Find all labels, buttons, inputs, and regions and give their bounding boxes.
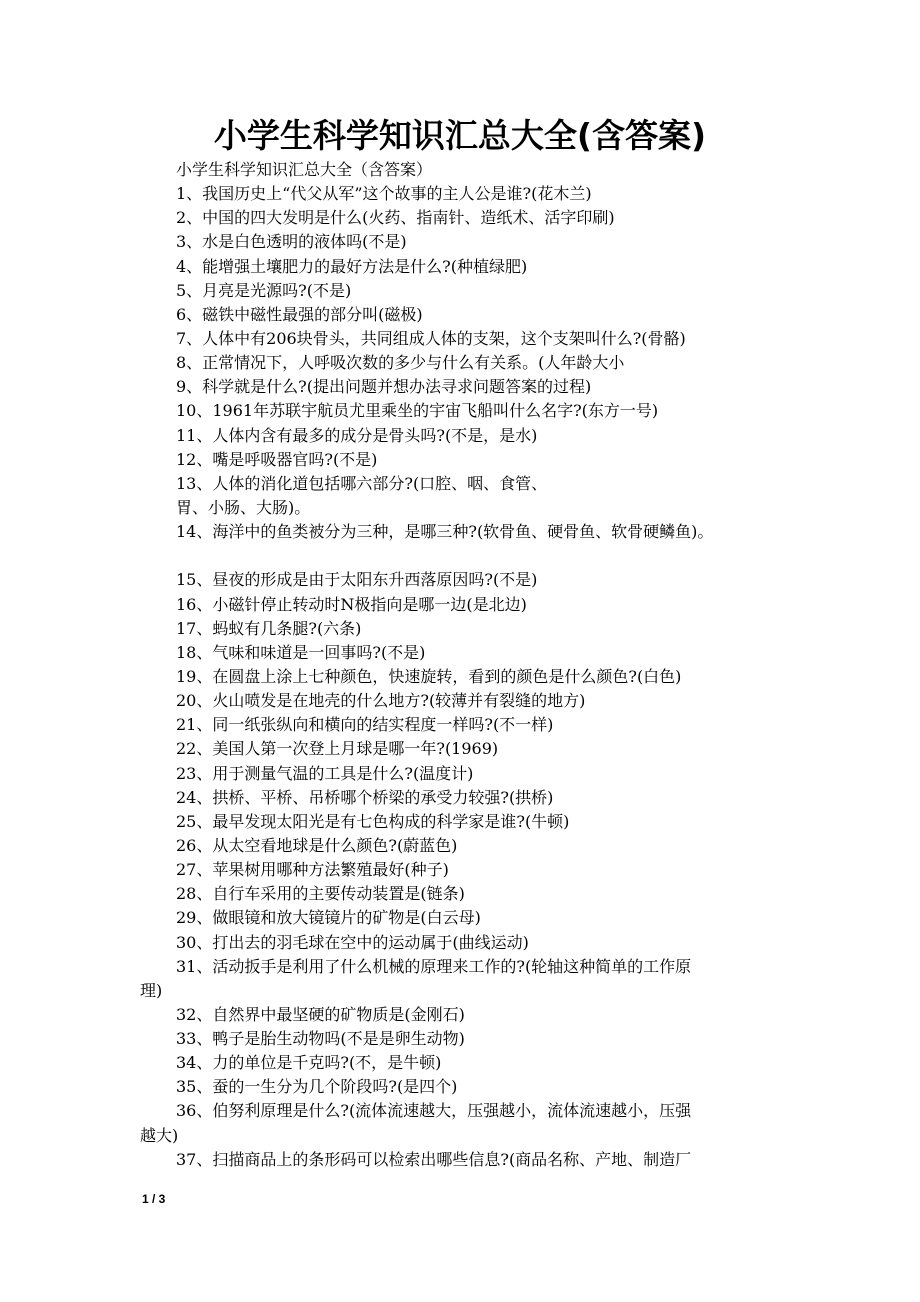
document-subtitle: 小学生科学知识汇总大全（含答案）: [176, 160, 433, 179]
question-list: [140, 182, 790, 1172]
question-line: 33、鸭子是胎生动物吗(不是是卵生动物): [176, 1029, 465, 1049]
question-line: 1、我国历史上“代父从军”这个故事的主人公是谁?(花木兰): [176, 184, 592, 204]
question-line: 31、活动扳手是利用了什么机械的原理来工作的?(轮轴这种简单的工作原: [176, 956, 692, 976]
question-line: 14、海洋中的鱼类被分为三种，是哪三种?(软骨鱼、硬骨鱼、软骨硬鳞鱼)。: [176, 522, 714, 542]
question-line: 26、从太空看地球是什么颜色?(蔚蓝色): [176, 835, 458, 855]
question-line: 16、小磁针停止转动时N极指向是哪一边(是北边): [176, 594, 527, 614]
question-line: 胃、小肠、大肠)。: [176, 497, 311, 517]
question-line: 28、自行车采用的主要传动装置是(链条): [176, 884, 465, 904]
question-line: 13、人体的消化道包括哪六部分?(口腔、咽、食管、: [176, 473, 548, 493]
question-line: 32、自然界中最坚硬的矿物质是(金刚石): [176, 1004, 465, 1024]
question-line: 35、蚕的一生分为几个阶段吗?(是四个): [176, 1077, 458, 1097]
question-line: 22、美国人第一次登上月球是哪一年?(1969): [176, 739, 499, 759]
question-line: 17、蚂蚁有几条腿?(六条): [176, 618, 362, 638]
question-line: 越大): [140, 1125, 179, 1145]
question-line: 4、能增强土壤肥力的最好方法是什么?(种植绿肥): [176, 256, 528, 276]
question-line: 36、伯努利原理是什么?(流体流速越大，压强越小，流体流速越小，压强: [176, 1101, 692, 1121]
question-line: 37、扫描商品上的条形码可以检索出哪些信息?(商品名称、产地、制造厂: [176, 1149, 692, 1169]
question-line: 18、气味和味道是一回事吗?(不是): [176, 642, 426, 662]
question-line: 11、人体内含有最多的成分是骨头吗?(不是，是水): [176, 425, 538, 445]
question-line: 24、拱桥、平桥、吊桥哪个桥梁的承受力较强?(拱桥): [176, 787, 554, 807]
question-line: 5、月亮是光源吗?(不是): [176, 280, 352, 300]
question-line: 30、打出去的羽毛球在空中的运动属于(曲线运动): [176, 932, 529, 952]
question-line: 10、1961年苏联宇航员尤里乘坐的宇宙飞船叫什么名字?(东方一号): [176, 401, 659, 421]
question-line: 15、昼夜的形成是由于太阳东升西落原因吗?(不是): [176, 570, 538, 590]
question-line: 9、科学就是什么?(提出问题并想办法寻求问题答案的过程): [176, 377, 592, 397]
page-number: 1 / 3: [142, 1192, 166, 1206]
question-line: 12、嘴是呼吸器官吗?(不是): [176, 449, 378, 469]
question-line: 29、做眼镜和放大镜镜片的矿物是(白云母): [176, 908, 481, 928]
question-line: 20、火山喷发是在地壳的什么地方?(较薄并有裂缝的地方): [176, 691, 586, 711]
question-line: 25、最早发现太阳光是有七色构成的科学家是谁?(牛顿): [176, 811, 570, 831]
question-line: 21、同一纸张纵向和横向的结实程度一样吗?(不一样): [176, 715, 554, 735]
question-line: 23、用于测量气温的工具是什么?(温度计): [176, 763, 474, 783]
question-line: 8、正常情况下，人呼吸次数的多少与什么有关系。(人年龄大小: [176, 353, 625, 373]
question-line: 2、中国的四大发明是什么(火药、指南针、造纸术、活字印刷): [176, 208, 615, 228]
question-line: 19、在圆盘上涂上七种颜色，快速旋转，看到的颜色是什么颜色?(白色): [176, 666, 682, 686]
question-line: 3、水是白色透明的液体吗(不是): [176, 232, 407, 252]
question-line: 27、苹果树用哪种方法繁殖最好(种子): [176, 860, 449, 880]
question-line: 6、磁铁中磁性最强的部分叫(磁极): [176, 304, 423, 324]
question-line: 理): [140, 980, 163, 1000]
blank-line: [140, 544, 790, 568]
question-line: 7、人体中有206块骨头，共同组成人体的支架，这个支架叫什么?(骨骼): [176, 328, 686, 348]
document-title: 小学生科学知识汇总大全(含答案): [213, 116, 707, 155]
document-body: [140, 158, 790, 1172]
question-line: 34、力的单位是千克吗?(不，是牛顿): [176, 1053, 442, 1073]
